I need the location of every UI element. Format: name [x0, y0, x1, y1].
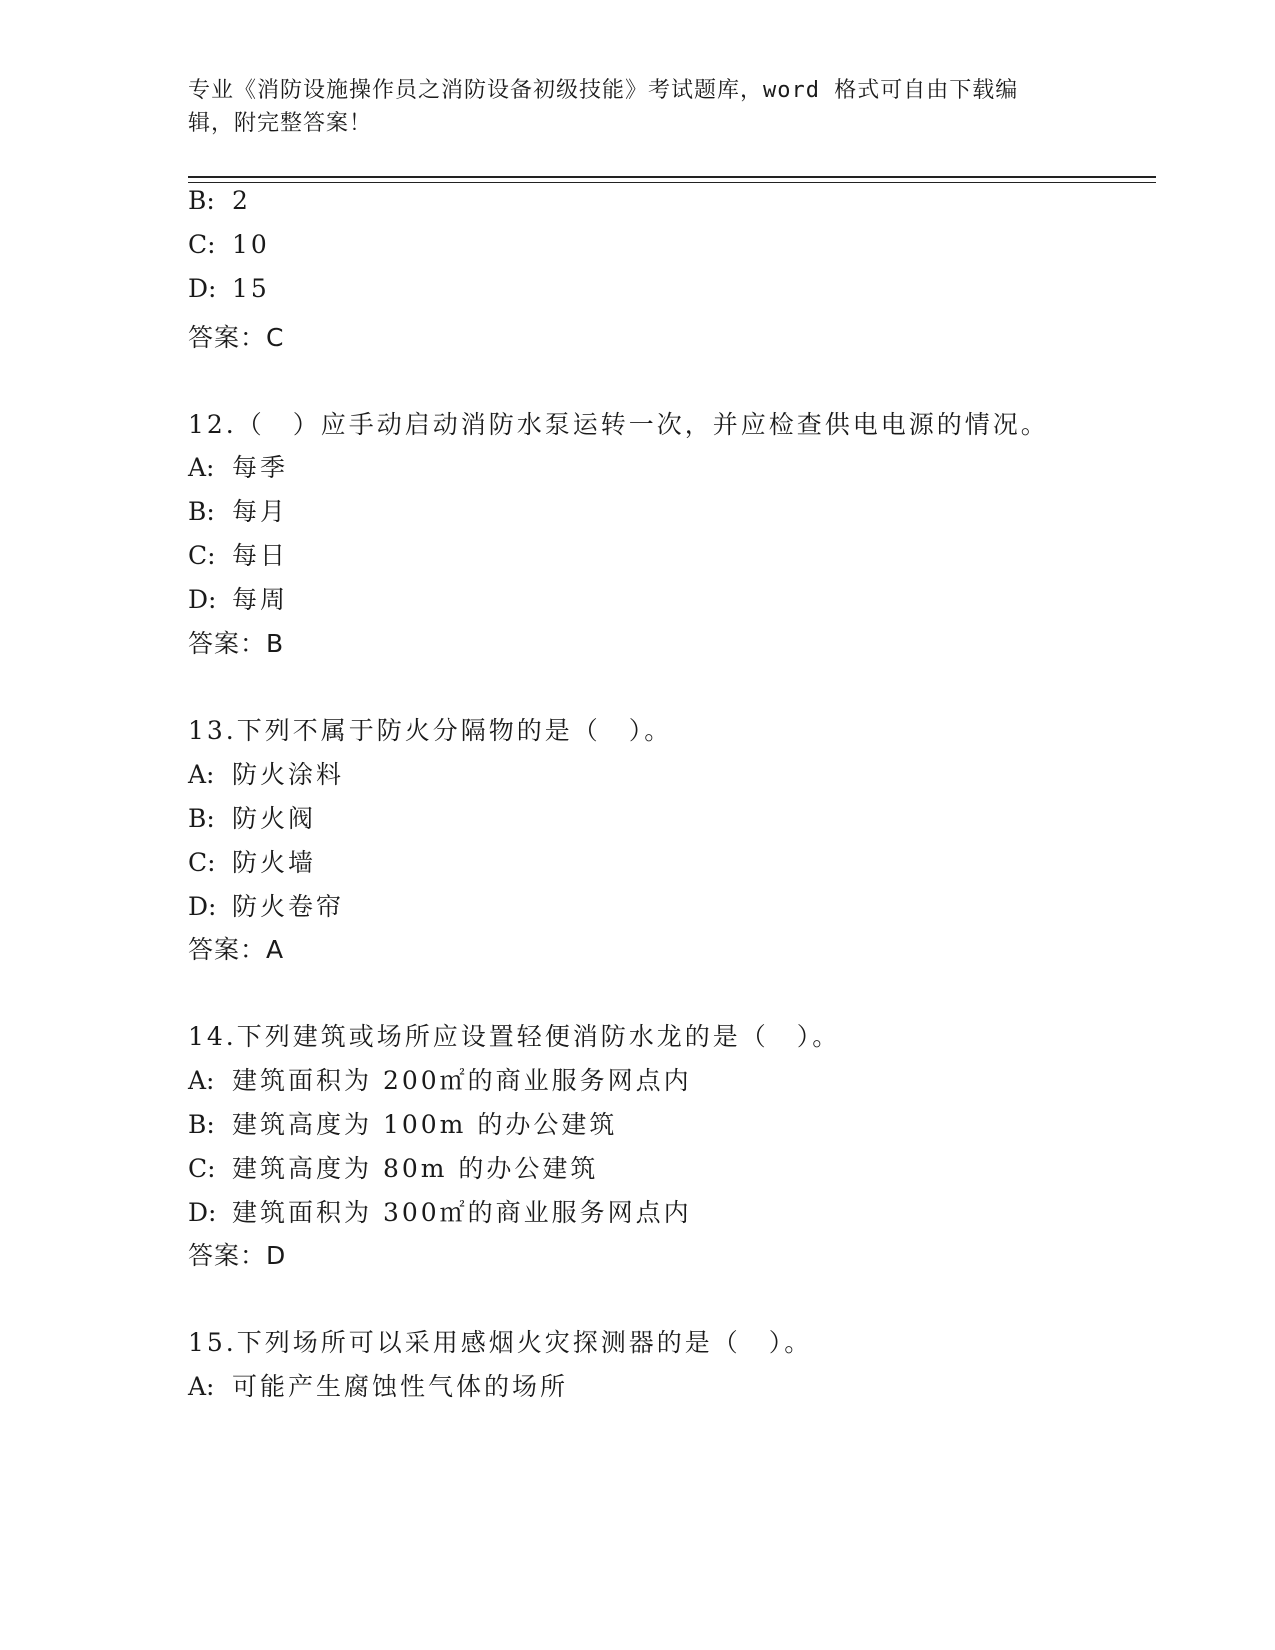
- option-letter: C:: [188, 848, 216, 877]
- answer-line: 答案：B: [188, 629, 285, 658]
- option-b: [188, 1105, 617, 1141]
- option-letter: C:: [188, 1154, 216, 1183]
- option-letter: B:: [188, 1110, 215, 1139]
- option-letter: C:: [188, 230, 216, 259]
- header-divider-thick: [188, 176, 1156, 178]
- option-d: [188, 1193, 692, 1229]
- option-a: [188, 1367, 568, 1403]
- option-c: [188, 230, 270, 259]
- option-d: [188, 580, 288, 616]
- option-letter: C:: [188, 541, 216, 570]
- option-letter: B:: [188, 186, 215, 215]
- option-text: 建筑高度为 100m 的办公建筑: [232, 1110, 618, 1139]
- header-line-2: 辑，附完整答案！: [188, 111, 373, 136]
- answer-line: 答案：C: [188, 323, 285, 352]
- option-letter: B:: [188, 497, 215, 526]
- answer-line: 答案：A: [188, 935, 285, 964]
- option-d: [188, 887, 344, 923]
- question-stem: 13.下列不属于防火分隔物的是（ ）。: [188, 716, 673, 745]
- option-text: 建筑面积为 300㎡的商业服务网点内: [232, 1198, 692, 1227]
- option-text: 防火墙: [232, 848, 317, 877]
- option-text: 每周: [232, 585, 289, 614]
- answer-line: 答案：D: [188, 1241, 287, 1270]
- option-text: 防火阀: [232, 804, 317, 833]
- option-text: 可能产生腐蚀性气体的场所: [232, 1372, 569, 1401]
- option-letter: A:: [188, 760, 215, 789]
- option-c: [188, 843, 316, 879]
- option-letter: D:: [188, 585, 217, 614]
- option-letter: D:: [188, 892, 217, 921]
- option-d: [188, 274, 270, 303]
- option-text: 建筑高度为 80m 的办公建筑: [232, 1154, 599, 1183]
- option-b: [188, 492, 288, 528]
- option-text: 2: [232, 186, 251, 215]
- option-letter: B:: [188, 804, 215, 833]
- option-c: [188, 1149, 598, 1185]
- option-text: 防火涂料: [232, 760, 345, 789]
- option-text: 10: [232, 230, 270, 259]
- option-letter: A:: [188, 453, 215, 482]
- option-text: 每月: [232, 497, 289, 526]
- option-letter: D:: [188, 274, 217, 303]
- header-line-1: 专业《消防设施操作员之消防设备初级技能》考试题库，word 格式可自由下载编: [188, 78, 1019, 103]
- option-b: [188, 799, 316, 835]
- option-text: 15: [232, 274, 270, 303]
- option-a: [188, 448, 288, 484]
- option-text: 建筑面积为 200㎡的商业服务网点内: [232, 1066, 692, 1095]
- option-a: [188, 1061, 692, 1097]
- question-stem: 14.下列建筑或场所应设置轻便消防水龙的是（ ）。: [188, 1022, 841, 1051]
- question-stem: 15.下列场所可以采用感烟火灾探测器的是（ ）。: [188, 1328, 813, 1357]
- option-b: [188, 186, 251, 215]
- option-text: 每季: [232, 453, 289, 482]
- option-text: 防火卷帘: [232, 892, 345, 921]
- option-text: 每日: [232, 541, 289, 570]
- question-stem: 12.（ ）应手动启动消防水泵运转一次，并应检查供电电源的情况。: [188, 410, 1049, 439]
- option-letter: A:: [188, 1372, 215, 1401]
- document-header: [188, 74, 1088, 140]
- option-letter: D:: [188, 1198, 217, 1227]
- option-a: [188, 755, 344, 791]
- option-c: [188, 536, 288, 572]
- option-letter: A:: [188, 1066, 215, 1095]
- header-divider-thin: [188, 182, 1156, 183]
